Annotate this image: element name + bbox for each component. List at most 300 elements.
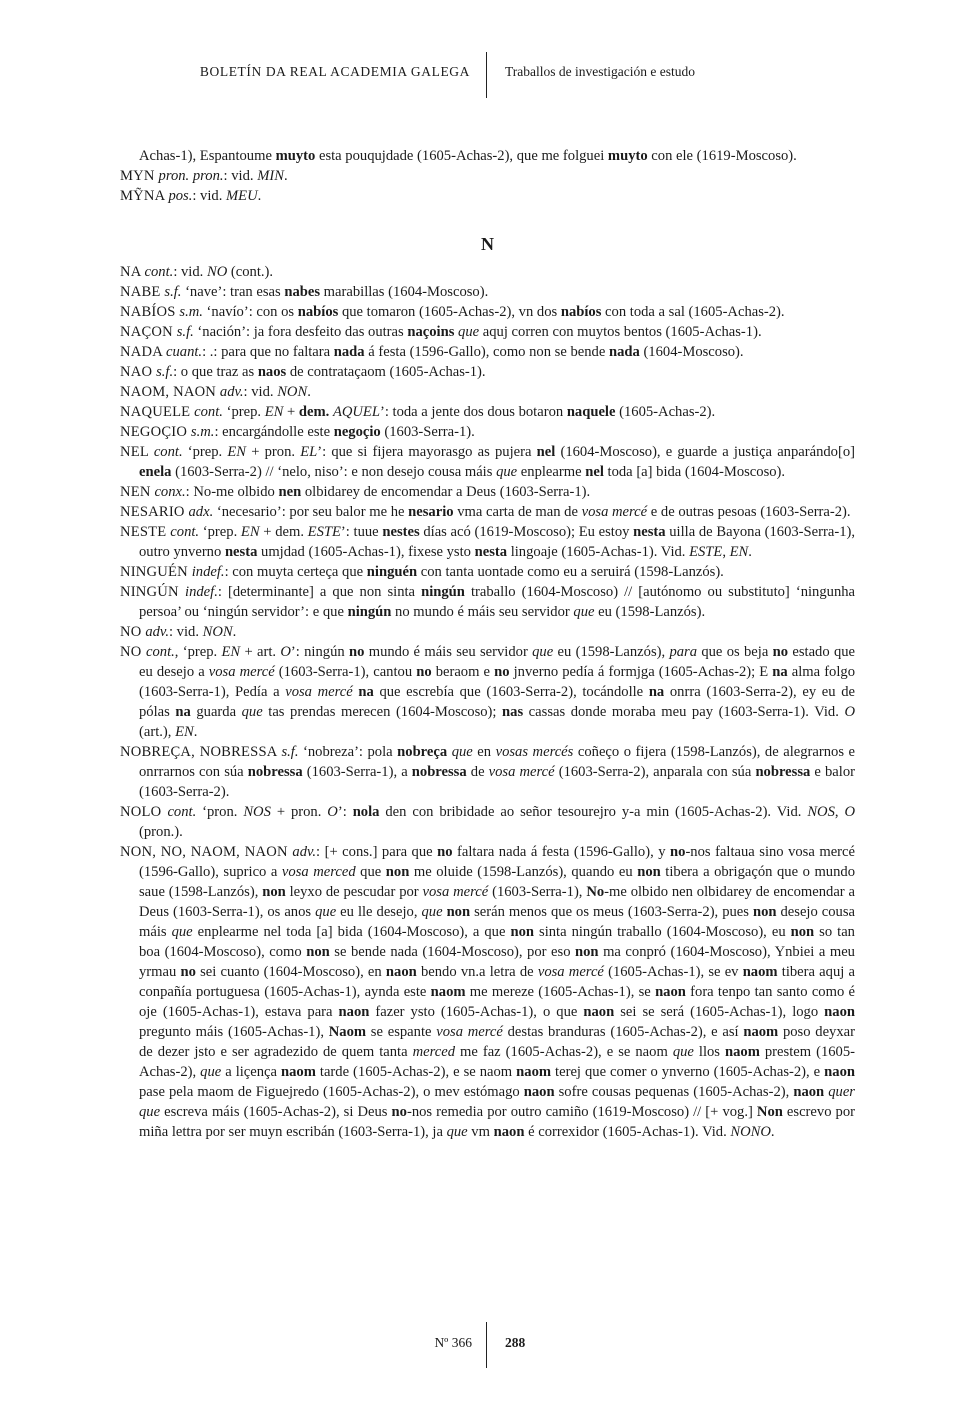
example-headword: nada: [608, 344, 640, 360]
grammar-label: adx.: [188, 504, 214, 520]
entry-text: .: [770, 1124, 775, 1140]
entry-headword: NESTE: [120, 524, 171, 540]
cross-reference: EN: [240, 524, 260, 540]
example-headword: naon: [493, 1124, 525, 1140]
example-headword: non: [262, 884, 286, 900]
dictionary-entry: [120, 262, 855, 282]
entry-text: ‘prep.: [182, 444, 228, 460]
example-headword: nobressa: [247, 764, 303, 780]
entry-text: (1605-Achas-1), se ev: [603, 964, 743, 980]
entry-headword: NABE: [120, 284, 165, 300]
grammar-label: quer que: [139, 1084, 855, 1120]
example-headword: na: [648, 684, 665, 700]
entry-text: cassas donde moraba meu pay (1603-Serra-1). Vid.: [523, 704, 845, 720]
dictionary-entry: [120, 402, 855, 422]
example-headword: non: [446, 904, 471, 920]
cross-reference: AQUEL: [332, 404, 380, 420]
grammar-label: que: [496, 464, 518, 480]
example-headword: naon: [655, 984, 686, 1000]
dictionary-entry: [120, 282, 855, 302]
cross-reference: O: [844, 704, 855, 720]
cross-reference: NON: [202, 624, 233, 640]
example-headword: muyto: [607, 148, 648, 164]
entry-headword: NO: [120, 644, 146, 660]
entry-text: (art.),: [139, 724, 176, 740]
entry-text: (1603-Serra-1), cantou: [274, 664, 417, 680]
example-headword: nesta: [224, 544, 258, 560]
example-headword: nobressa: [411, 764, 467, 780]
dictionary-entry: [120, 642, 855, 742]
entry-text: (1603-Serra-2) // ‘nelo, niso’: e non desejo cousa máis: [171, 464, 497, 480]
example-headword: nesta: [633, 524, 666, 540]
entry-text: (1603-Serra-1).: [380, 424, 475, 440]
dictionary-entry: [120, 802, 855, 842]
grammar-label: vosa mercé: [208, 664, 275, 680]
cross-reference: EN: [175, 724, 194, 740]
entry-text: en: [472, 744, 496, 760]
entry-text: prestem (1605-Achas-2),: [139, 1044, 855, 1080]
entry-text: +: [283, 404, 299, 420]
entry-text: + pron.: [270, 804, 328, 820]
entry-text: lingoaje (1605-Achas-1). Vid.: [507, 544, 690, 560]
cross-reference: MIN: [257, 168, 284, 184]
example-headword: no: [494, 664, 510, 680]
example-headword: na: [175, 704, 191, 720]
grammar-label: que: [532, 644, 554, 660]
entry-text: : o que traz as: [173, 364, 258, 380]
example-headword: naon: [824, 1064, 855, 1080]
entry-text: días acó (1619-Moscoso); Eu estoy: [419, 524, 634, 540]
example-headword: dem.: [298, 404, 330, 420]
grammar-label: vosa mercé: [581, 504, 648, 520]
cross-reference: NOS: [243, 804, 271, 820]
entry-text: alma folgo (1603-Serra-1), Pedía a: [139, 664, 856, 700]
dictionary-entry: [120, 186, 855, 206]
example-headword: no: [437, 844, 453, 860]
grammar-label: cont.: [144, 264, 174, 280]
dictionary-entry: [120, 322, 855, 342]
entry-headword: NAQUELE: [120, 404, 195, 420]
entry-text: -me olbido nen olbidarey de encomendar a Deus (1603-Serra-1), os anos: [139, 884, 855, 920]
entry-text: enplearme nel toda [a] bida (1604-Moscoso), a que: [192, 924, 511, 940]
entry-text: : vid.: [168, 624, 203, 640]
example-headword: nola: [352, 804, 380, 820]
example-headword: naom: [742, 964, 778, 980]
entry-text: sofre cousas pequenas (1605-Achas-2),: [554, 1084, 794, 1100]
grammar-label: s.f.: [281, 744, 299, 760]
entry-text: : No-me olbido: [185, 484, 279, 500]
entry-text: tibera a obrigaçón que o mundo saue (1598-Lanzós),: [139, 864, 855, 900]
entry-text: .: [232, 624, 237, 640]
entry-text: se espante: [366, 1024, 437, 1040]
grammar-label: que: [573, 604, 595, 620]
cross-reference: NO: [206, 264, 228, 280]
entry-text: (1605-Achas-2).: [615, 404, 716, 420]
entry-text: ‘nación’: ja fora desfeito das outras: [193, 324, 408, 340]
grammar-label: que: [241, 704, 263, 720]
entry-text: con toda a sal (1605-Achas-2).: [601, 304, 785, 320]
entry-text: enplearme: [517, 464, 586, 480]
entry-text: que escrebía que (1603-Serra-2), tocándolle: [373, 684, 649, 700]
running-header-section: Traballos de investigación e estudo: [505, 64, 695, 79]
cross-reference: EN: [221, 644, 241, 660]
entry-text: me mereze (1605-Achas-1), se: [465, 984, 656, 1000]
entry-text: é correxidor (1605-Achas-1). Vid.: [524, 1124, 731, 1140]
issue-number: Nº 366: [434, 1335, 472, 1350]
example-headword: non: [575, 944, 599, 960]
entry-text: .: [748, 544, 752, 560]
example-headword: naon: [338, 1004, 370, 1020]
example-headword: naon: [583, 1004, 615, 1020]
entry-text: ‘nobreza’: pola: [298, 744, 398, 760]
cross-reference: NOS: [807, 804, 835, 820]
running-header-journal: BOLETÍN DA REAL ACADEMIA GALEGA: [199, 64, 470, 79]
entry-text: llos: [693, 1044, 725, 1060]
grammar-label: que: [451, 744, 473, 760]
example-headword: negoçio: [333, 424, 381, 440]
grammar-label: que: [171, 924, 193, 940]
example-headword: naon: [523, 1084, 555, 1100]
section-letter: N: [481, 234, 494, 254]
entry-text: traballo (1604-Moscoso) // [autónomo ou substituto] ‘ningunha persoa’ ou ‘ningún servidor’: e que: [139, 584, 856, 620]
cross-reference: ESTE: [307, 524, 341, 540]
entry-text: faltara nada á festa (1596-Gallo), y: [452, 844, 671, 860]
grammar-label: adv.: [292, 844, 317, 860]
entry-headword: NA: [120, 264, 145, 280]
example-headword: naom: [430, 984, 466, 1000]
entry-text: me faz (1605-Achas-2), e se naom: [455, 1044, 673, 1060]
entry-text: .: [193, 724, 198, 740]
entry-text: ‘necesario’: por seu balor me he: [213, 504, 409, 520]
entry-text: bendo vn.a letra de: [416, 964, 538, 980]
entry-headword: NOLO: [120, 804, 168, 820]
entry-text: -nos faltaua sino vosa mercé (1596-Gallo), suprico a: [139, 844, 855, 880]
entry-text: ’: tuue: [340, 524, 383, 540]
grammar-label: vosa merced: [281, 864, 356, 880]
dictionary-body: [120, 146, 855, 1142]
dictionary-entry: [120, 302, 855, 322]
entry-text: sei cuanto (1604-Moscoso), en: [195, 964, 386, 980]
entry-text: leyxo de pescudar por: [285, 884, 423, 900]
example-headword: naquele: [566, 404, 616, 420]
entry-text: vm: [467, 1124, 494, 1140]
grammar-label: s.m.: [179, 304, 203, 320]
example-headword: non: [510, 924, 534, 940]
entry-text: onrra (1603-Serra-2), ey eu de pólas: [139, 684, 855, 720]
entry-text: so tan boa (1604-Moscoso), como: [139, 924, 855, 960]
example-headword: ninguén: [366, 564, 418, 580]
entry-text: (1603-Serra-1),: [488, 884, 587, 900]
example-headword: non: [385, 864, 410, 880]
entry-text: ‘pron.: [196, 804, 244, 820]
example-headword: nesta: [474, 544, 508, 560]
entry-text: terej que comer o ynverno (1605-Achas-2), e: [551, 1064, 825, 1080]
cross-reference: NON: [277, 384, 308, 400]
entry-text: mundo é máis seu servidor: [364, 644, 533, 660]
entry-text: a liçença: [221, 1064, 282, 1080]
entry-text: de: [466, 764, 489, 780]
example-headword: nada: [333, 344, 365, 360]
grammar-label: vosa mercé: [488, 764, 555, 780]
example-headword: naon: [824, 1004, 855, 1020]
grammar-label: que: [446, 1124, 468, 1140]
entry-headword: NESARIO: [120, 504, 189, 520]
grammar-label: pos.: [168, 188, 193, 204]
entry-text: .: [307, 384, 311, 400]
entry-text: ‘prep.: [222, 404, 265, 420]
entry-headword: NADA: [120, 344, 166, 360]
grammar-label: vosa mercé: [422, 884, 489, 900]
example-headword: no: [180, 964, 196, 980]
entry-text: uilla de Bayona (1603-Serra-1), outro ynverno: [139, 524, 855, 560]
dictionary-entry: [120, 842, 855, 1142]
grammar-label: cont.: [153, 444, 183, 460]
example-headword: nel: [585, 464, 604, 480]
entry-text: , ‘prep.: [174, 644, 222, 660]
entry-text: + art.: [240, 644, 281, 660]
example-headword: naos: [257, 364, 287, 380]
continuation-block: [120, 146, 855, 166]
entry-text: (1603-Serra-1), a: [302, 764, 412, 780]
dictionary-entry: [120, 166, 855, 186]
cross-reference: NONO: [730, 1124, 771, 1140]
entry-text: : vid.: [192, 188, 227, 204]
entry-text: (1603-Serra-2), anparala con súa: [554, 764, 756, 780]
cross-reference: MEU: [226, 188, 258, 204]
example-headword: nel: [536, 444, 556, 460]
grammar-label: vosa mercé: [436, 1024, 503, 1040]
entry-headword: NAOM, NAON: [120, 384, 220, 400]
entry-text: marabillas (1604-Moscoso).: [320, 284, 489, 300]
entry-text: (pron.).: [139, 824, 183, 840]
entry-text: escrevo por miña lettra por ser muyn escribán (1603-Serra-1), ja: [139, 1104, 855, 1140]
example-headword: nabes: [284, 284, 321, 300]
entry-text: sinta ningún traballo (1604-Moscoso), eu: [534, 924, 791, 940]
entry-text: umjdad (1605-Achas-1), fixese ysto: [257, 544, 475, 560]
example-headword: naçoins: [407, 324, 455, 340]
entry-text: + dem.: [259, 524, 308, 540]
entry-text: tas prendas merecen (1604-Moscoso);: [262, 704, 503, 720]
dictionary-entry: [120, 582, 855, 622]
entry-text: + pron.: [246, 444, 301, 460]
entry-text: ’: que si fijera mayorasgo as pujera: [317, 444, 537, 460]
entry-text: (1604-Moscoso), e guarde a justiça anparándo[o]: [555, 444, 855, 460]
dictionary-entry: [120, 382, 855, 402]
cross-reference: O: [844, 804, 856, 820]
example-headword: naom: [281, 1064, 316, 1080]
example-headword: non: [637, 864, 661, 880]
entry-text: ma conpró (1604-Moscoso), Ynbiei a meu yrmau: [139, 944, 855, 980]
entry-text: e de outras pesoas (1603-Serra-2).: [647, 504, 851, 520]
entry-text: (cont.).: [227, 264, 274, 280]
entry-text: de contrataçaom (1605-Achas-1).: [286, 364, 486, 380]
entry-text: pase pela maom de Figuejredo (1605-Achas-2), o mev estómago: [139, 1084, 524, 1100]
entry-text: den con bribidade ao señor tesourejro y-a min (1605-Achas-2). Vid.: [379, 804, 808, 820]
entry-text: con tanta uontade como eu a seruirá (1598-Lanzós).: [417, 564, 724, 580]
entry-text: á festa (1596-Gallo), como non se bende: [364, 344, 609, 360]
grammar-label: s.f.: [176, 324, 194, 340]
grammar-label: adv.: [219, 384, 244, 400]
entry-headword: MỸNA: [120, 188, 169, 204]
n-entries: [120, 262, 855, 1142]
entry-headword: NOBREÇA, NOBRESSA: [120, 744, 282, 760]
entry-text: pregunto máis (1605-Achas-1),: [139, 1024, 329, 1040]
entry-text: jnverno pedía á formjga (1605-Achas-2); E: [509, 664, 773, 680]
page-number: 288: [505, 1335, 526, 1350]
entry-text: desejo cousa máis: [139, 904, 856, 940]
entry-text: sei se será (1605-Achas-1), logo: [614, 1004, 825, 1020]
example-headword: nabíos: [297, 304, 339, 320]
cross-reference: ESTE: [689, 544, 723, 560]
entry-text: .: [257, 188, 262, 204]
entry-text: -nos remedia por outro camiño (1619-Moscoso) // [+ vog.]: [406, 1104, 757, 1120]
dictionary-entry: [120, 422, 855, 442]
dictionary-entry: [120, 502, 855, 522]
dictionary-entry: [120, 342, 855, 362]
example-headword: enela: [139, 464, 172, 480]
entry-text: ‘prep.: [199, 524, 241, 540]
grammar-label: conx.: [154, 484, 186, 500]
entry-text: que tomaron (1605-Achas-2), vn dos: [338, 304, 561, 320]
entry-text: tarde (1605-Achas-2), e se naom: [315, 1064, 517, 1080]
grammar-label: s.f.: [164, 284, 182, 300]
grammar-label: que: [421, 904, 443, 920]
dictionary-entry: [120, 362, 855, 382]
example-headword: non: [306, 944, 330, 960]
example-headword: nabíos: [560, 304, 602, 320]
entry-headword: NEN: [120, 484, 155, 500]
dictionary-entry: [120, 442, 855, 482]
entry-text: olbidarey de encomendar a Deus (1603-Serra-1).: [301, 484, 591, 500]
entry-text: no mundo é máis seu servidor: [391, 604, 574, 620]
example-headword: naom: [725, 1044, 760, 1060]
entry-text: vma carta de man de: [453, 504, 582, 520]
entry-text: toda [a] bida (1604-Moscoso).: [603, 464, 786, 480]
entry-text: fora tenpo tan santo como é oje (1605-Achas-1), estava para: [139, 984, 855, 1020]
entry-text: eu lle desejo,: [336, 904, 422, 920]
grammar-label: s.f.: [156, 364, 174, 380]
entry-headword: NO: [120, 624, 146, 640]
grammar-label: para: [669, 644, 698, 660]
entry-text: aquj corren con muytos bentos (1605-Achas-1).: [479, 324, 762, 340]
grammar-label: cont.: [194, 404, 223, 420]
entry-headword: NEGOÇIO: [120, 424, 191, 440]
entry-text: esta pouqujdade (1605-Achas-2), que me folguei: [315, 148, 608, 164]
example-headword: ningún: [421, 584, 465, 600]
grammar-label: cont.: [146, 644, 175, 660]
entry-text: fazer ysto (1605-Achas-1), o que: [369, 1004, 584, 1020]
example-headword: no: [416, 664, 432, 680]
grammar-label: cuant.: [166, 344, 203, 360]
entry-text: que os beja: [697, 644, 773, 660]
example-headword: nas: [502, 704, 524, 720]
entry-text: me oluide (1598-Lanzós), quando eu: [409, 864, 638, 880]
example-headword: nobressa: [755, 764, 811, 780]
entry-text: ‘nave’: tran esas: [181, 284, 285, 300]
entry-headword: NINGÚN: [120, 584, 186, 600]
entry-text: .: [283, 168, 288, 184]
cross-reference: O: [280, 644, 291, 660]
example-headword: Non: [756, 1104, 783, 1120]
example-headword: nestes: [382, 524, 420, 540]
entry-text: : vid.: [173, 264, 207, 280]
dictionary-entry: [120, 522, 855, 562]
entry-text: serán menos que os meus (1603-Serra-2), pues: [470, 904, 753, 920]
example-headword: no: [348, 644, 365, 660]
entry-text: poso deyxar de dezer jsto e ser agradezido de quem tanta: [139, 1024, 855, 1060]
example-headword: No: [586, 884, 605, 900]
entry-text: ’: ningún: [290, 644, 349, 660]
cross-reference: EN: [227, 444, 247, 460]
entry-text: eu (1598-Lanzós),: [553, 644, 670, 660]
entry-headword: NAÇON: [120, 324, 177, 340]
entry-headword: NON, NO, NAOM, NAON: [120, 844, 293, 860]
entry-text: : [determinante] a que non sinta: [217, 584, 422, 600]
entry-text: escreva máis (1605-Achas-2), si Deus: [160, 1104, 392, 1120]
grammar-label: que: [672, 1044, 694, 1060]
example-headword: ningún: [347, 604, 392, 620]
entry-text: e balor (1603-Serra-2).: [139, 764, 855, 800]
entry-headword: NINGUÉN: [120, 564, 192, 580]
cross-reference: O: [327, 804, 338, 820]
example-headword: naom: [516, 1064, 552, 1080]
dictionary-entry: [120, 622, 855, 642]
entry-text: : encargándolle este: [214, 424, 334, 440]
entry-text: Achas-1), Espantoume: [139, 148, 276, 164]
example-headword: nobreça: [397, 744, 448, 760]
dictionary-entry: [120, 482, 855, 502]
cross-reference: EL: [300, 444, 318, 460]
entry-text: beraom e: [431, 664, 495, 680]
example-headword: muyto: [275, 148, 316, 164]
example-headword: naon: [793, 1084, 825, 1100]
entry-text: estado que eu desejo a: [139, 644, 856, 680]
example-headword: naom: [743, 1024, 779, 1040]
entry-text: ,: [722, 544, 730, 560]
example-headword: no: [391, 1104, 407, 1120]
example-headword: nen: [278, 484, 302, 500]
dictionary-entry: [120, 562, 855, 582]
entry-text: eu (1598-Lanzós).: [594, 604, 706, 620]
entry-text: se bende nada (1604-Moscoso), por eso: [329, 944, 576, 960]
example-headword: no: [670, 844, 686, 860]
cross-reference: EN: [729, 544, 749, 560]
entry-text: : [+ cons.] para que: [316, 844, 438, 860]
header-divider: [486, 52, 487, 98]
grammar-label: pron. pron.: [158, 168, 224, 184]
entry-text: ,: [834, 804, 845, 820]
example-headword: naon: [385, 964, 417, 980]
entry-headword: NEL: [120, 444, 154, 460]
grammar-label: vosa mercé: [285, 684, 353, 700]
cross-reference: EN: [264, 404, 284, 420]
entry-text: ’:: [337, 804, 353, 820]
grammar-label: vosas mercés: [495, 744, 574, 760]
grammar-label: que: [315, 904, 337, 920]
example-headword: na: [358, 684, 374, 700]
grammar-label: indef.: [191, 564, 225, 580]
entry-text: : .: para que no faltara: [202, 344, 334, 360]
grammar-label: cont.: [167, 804, 197, 820]
grammar-label: indef.: [185, 584, 218, 600]
entry-text: tibera aquj a conpañía portuguesa (1605-Achas-1), aynda este: [139, 964, 855, 1000]
entry-text: : con muyta certeça que: [224, 564, 367, 580]
grammar-label: cont.: [170, 524, 200, 540]
footer-divider: [486, 1322, 487, 1368]
grammar-label: merced: [412, 1044, 455, 1060]
entry-text: : vid.: [243, 384, 278, 400]
entry-headword: MYN: [120, 168, 159, 184]
